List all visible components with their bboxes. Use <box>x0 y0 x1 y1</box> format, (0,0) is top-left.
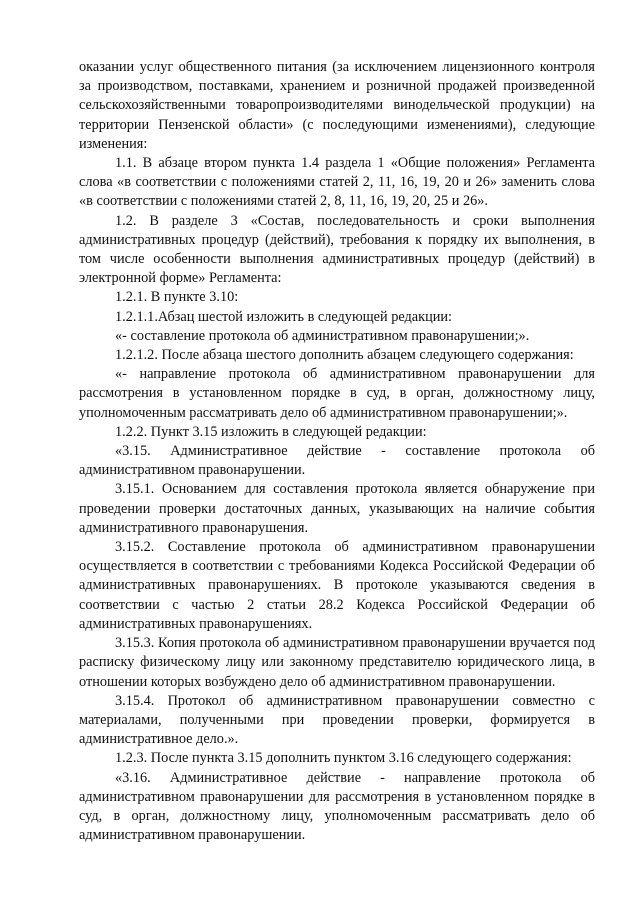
paragraph-3-15-2: 3.15.2. Составление протокола об административном правонарушении осуществляется в соответствии с требованиями Кодекса Российской Федерации об административных правонарушениях. В протоколе указываются сведения в соответствии с частью 2 статьи 28.2 Кодекса Российской Федерации об административных правонарушениях. <box>79 539 595 632</box>
paragraph-1-2-1-1: 1.2.1.1.Абзац шестой изложить в следующей редакции: <box>115 308 453 325</box>
paragraph-1-2-1: 1.2.1. В пункте 3.10: <box>115 289 239 306</box>
paragraph-1-2-3: 1.2.3. После пункта 3.15 дополнить пунктом 3.16 следующего содержания: <box>115 750 572 767</box>
paragraph-1-1: 1.1. В абзаце втором пункта 1.4 раздела 1 «Общие положения» Регламента слова «в соответствии с положениями статей 2, 11, 16, 19, 20 и 26» заменить слова «в соответствии с положениями статей 2, 8, 11, 16, 19, 20, 25 и 26». <box>79 155 595 210</box>
paragraph-quote-protocol-referral: «- направление протокола об административном правонарушении для рассмотрения в установленном порядке в суд, в орган, должностному лицу, уполномоченным рассматривать дело об административном правонарушении;». <box>79 366 595 421</box>
paragraph-1-2: 1.2. В разделе 3 «Состав, последовательность и сроки выполнения административных процедур (действий), требования к порядку их выполнения, в том числе особенности выполнения административных процедур (действий) в электронной форме» Регламента: <box>79 212 595 287</box>
document-page <box>79 58 595 845</box>
paragraph-1-2-1-2: 1.2.1.2. После абзаца шестого дополнить абзацем следующего содержания: <box>115 347 574 364</box>
paragraph-3-15: «3.15. Административное действие - составление протокола об административном правонарушении. <box>79 443 595 479</box>
paragraph-3-15-1: 3.15.1. Основанием для составления протокола является обнаружение при проведении проверки достаточных данных, указывающих на наличие события административного правонарушения. <box>79 481 595 536</box>
paragraph-quote-protocol-drafting: «- составление протокола об административном правонарушении;». <box>115 327 530 344</box>
paragraph-amendments-intro: оказании услуг общественного питания (за исключением лицензионного контроля за производством, поставками, хранением и розничной продажей произведенной сельскохозяйственными товаропроизводителями винодельческой продукции) на территории Пензенской области» (с последующими изменениями), следующие изменения: <box>79 59 595 152</box>
paragraph-3-15-4: 3.15.4. Протокол об административном правонарушении совместно с материалами, полученными при проведении проверки, формируется в административное дело.». <box>79 692 595 748</box>
paragraph-3-16: «3.16. Административное действие - направление протокола об административном правонарушении для рассмотрения в установленном порядке в суд, в орган, должностному лицу, уполномоченным рассматривать дело об административном правонарушении. <box>79 769 595 844</box>
paragraph-3-15-3: 3.15.3. Копия протокола об административном правонарушении вручается под расписку физическому лицу или законному представителю юридического лица, в отношении которых возбуждено дело об административном правонарушении. <box>79 635 595 690</box>
paragraph-1-2-2: 1.2.2. Пункт 3.15 изложить в следующей редакции: <box>115 423 427 440</box>
